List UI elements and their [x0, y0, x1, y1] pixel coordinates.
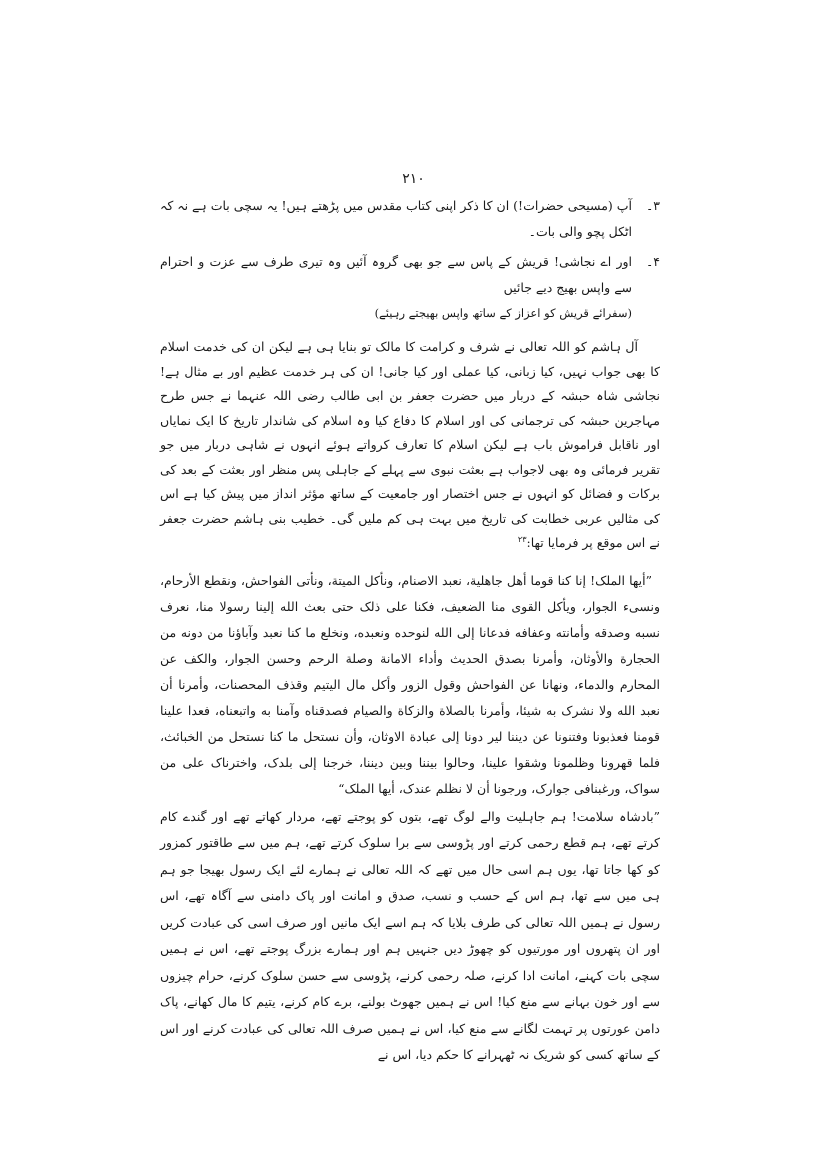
page-content: [160, 193, 660, 1069]
item-text: اور اے نجاشی! قریش کے پاس سے جو بھی گروہ آئیں وہ تیری طرف سے عزت و احترام سے واپس بھیج دیے جائیں: [160, 254, 632, 295]
item-body: [160, 193, 632, 245]
list-item: [160, 193, 660, 245]
item-text: آپ (مسیحی حضرات!) ان کا ذکر اپنی کتاب مقدس میں پڑھتے ہیں! یہ سچی بات ہے نہ کہ اٹکل پچو والی بات۔: [160, 198, 632, 239]
body-paragraph: [160, 335, 660, 556]
list-item: [160, 249, 660, 325]
page-number: ۲۱۰: [402, 171, 425, 187]
item-number: ۴۔: [645, 254, 660, 269]
item-body: [160, 249, 632, 325]
item-number: ۳۔: [645, 198, 660, 213]
arabic-quote: ”أیها الملک! إنا کنا قوما أهل جاهلیة، نعبد الاصنام، ونأکل المیتة، ونأتی الفواحش، ونقطع الأرحام، ونسیء الجوار، ویأکل القوی منا الضعیف، فکنا علی ذلک حتی بعث الله إلینا رسولا منا، نعرف نسبه وصدقه وأمانته وعفافه فدعانا إلی الله لنوحده ونعبده، ونخلع ما کنا نعبد وآباؤنا من دونه من الحجارة والأوثان، وأمرنا بصدق الحدیث وأداء الامانة وصلة الرحم وحسن الجوار، والکف عن المحارم والدماء، ونهانا عن الفواحش وقول الزور وأکل مال الیتیم وقذف المحصنات، وأمرنا أن نعبد الله ولا نشرک به شیئا، وأمرنا بالصلاة والزکاة والصیام فصدقناه وآمنا به واتبعناه، فعدا علینا قومنا فعذبونا وفتنونا عن دیننا لیر دونا إلی عبادة الاوثان، وأن نستحل ما کنا نستحل من الخبائث، فلما قهرونا وظلمونا وشقوا علینا، وحالوا بیننا وبین دیننا، خرجنا إلی بلدک، واخترناک علی من سواک، ورغبنافی جوارک، ورجونا أن لا نظلم عندک، أیها الملک“: [160, 572, 660, 796]
footnote-marker: ۲۳: [517, 534, 527, 544]
urdu-translation: ”بادشاہ سلامت! ہم جاہلیت والے لوگ تھے، بتوں کو پوجتے تھے، مردار کھاتے تھے اور گندے کام کرتے تھے، ہم قطع رحمی کرتے اور پڑوسی سے برا سلوک کرتے تھے، ہم میں سے طاقتور کمزور کو کھا جاتا تھا، یوں ہم اسی حال میں تھے کہ اللہ تعالی نے ہمارے لئے ایک رسول بھیجا جو ہم ہی میں سے تھا، ہم اس کے حسب و نسب، صدق و امانت اور پاک دامنی سے آگاہ تھے، اس رسول نے ہمیں اللہ تعالی کی طرف بلایا کہ ہم اسے ایک مانیں اور صرف اسی کی عبادت کریں اور ان پتھروں اور مورتیوں کو چھوڑ دیں جنہیں ہم اور ہمارے بزرگ پوجتے تھے، اس نے ہمیں سچی بات کہنے، امانت ادا کرنے، صلہ رحمی کرنے، پڑوسی سے حسن سلوک کرنے، حرام چیزوں سے اور خون بہانے سے منع کیا! اس نے ہمیں جھوٹ بولنے، برے کام کرنے، یتیم کا مال کھانے، پاک دامن عورتوں پر تہمت لگانے سے منع کیا، اس نے ہمیں صرف اللہ تعالی کی عبادت کرنے اور اس کے ساتھ کسی کو شریک نہ ٹھہرانے کا حکم دیا، اس نے: [160, 808, 660, 1062]
item-subtext: (سفرائے قریش کو اعزاز کے ساتھ واپس بھیجتے رہیئے): [374, 306, 632, 320]
paragraph-text: آل ہاشم کو اللہ تعالی نے شرف و کرامت کا مالک تو بنایا ہی ہے لیکن ان کی خدمت اسلام کا بھی جواب نہیں، کیا زبانی، کیا عملی اور کیا جانی! ان کی ہر خدمت عظیم اور بے مثال ہے! نجاشی شاہ حبشہ کے دربار میں حضرت جعفر بن ابی طالب رضی اللہ عنہما نے جس طرح مہاجرین حبشہ کی ترجمانی کی اور اسلام کا دفاع کیا وہ اسلام کی شاندار تاریخ کا ایک نمایاں اور ناقابل فراموش باب ہے لیکن اسلام کا تعارف کرواتے ہوئے انہوں نے شاہی دربار میں جو تقریر فرمائی وہ بھی لاجواب ہے بعثت نبوی سے پہلے کے جاہلی پس منظر اور بعثت کے بعد کی برکات و فضائل کو انہوں نے جس اختصار اور جامعیت کے ساتھ مؤثر انداز میں پیش کیا ہے اس کی مثالیں عربی خطابت کی تاریخ میں بہت ہی کم ملیں گی۔ خطیب بنی ہاشم حضرت جعفر نے اس موقع پر فرمایا تھا:: [160, 339, 660, 550]
